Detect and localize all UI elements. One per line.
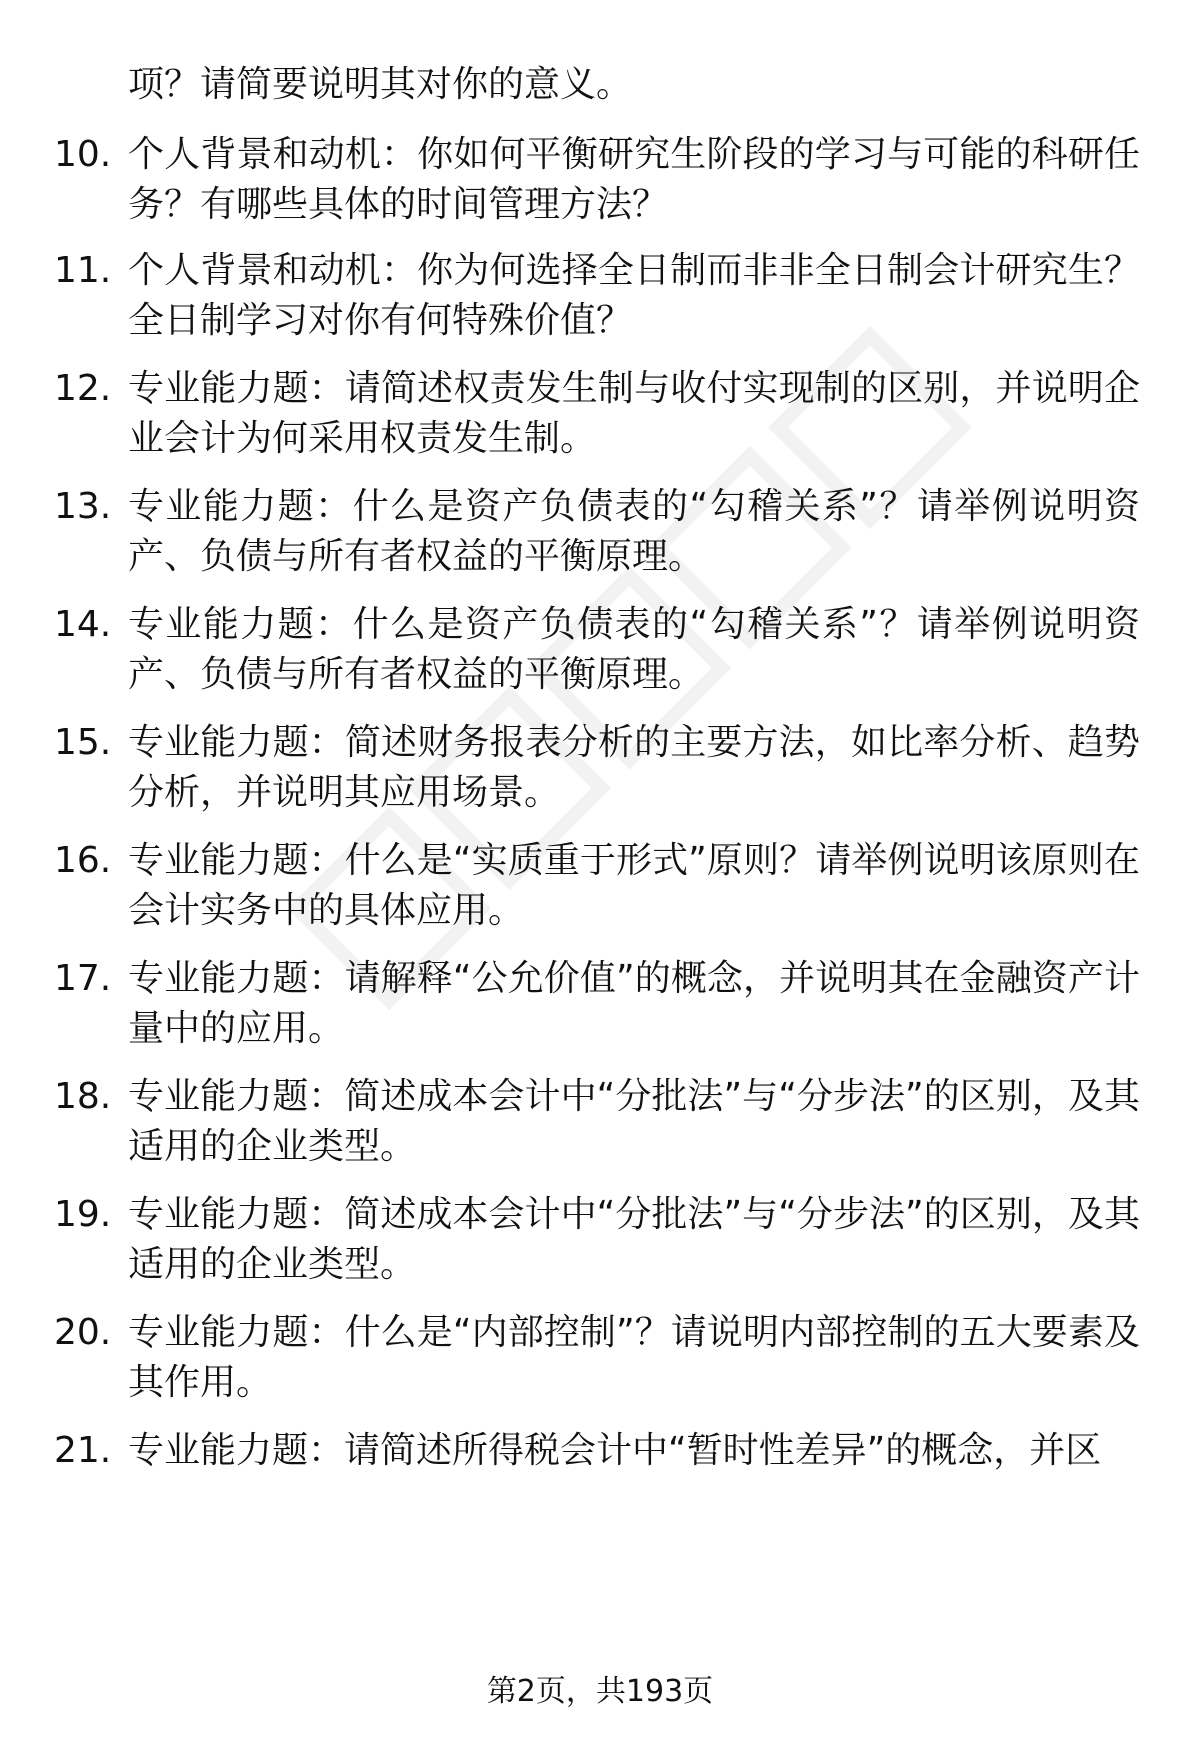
item-text: 专业能力题：简述成本会计中“分批法”与“分步法”的区别，及其适用的企业类型。	[128, 1194, 1140, 1285]
item-text: 专业能力题：请简述所得税会计中“暂时性差异”的概念，并区	[128, 1430, 1102, 1471]
item-number: 10.	[54, 134, 112, 175]
item-number: 11.	[54, 250, 112, 291]
page-footer: 第2页，共193页	[486, 1674, 714, 1709]
item-number: 21.	[54, 1430, 112, 1471]
item-number: 15.	[54, 722, 112, 763]
item-number: 12.	[54, 368, 112, 409]
item-text: 专业能力题：简述财务报表分析的主要方法，如比率分析、趋势分析，并说明其应用场景。	[128, 722, 1140, 813]
item-text: 专业能力题：请解释“公允价值”的概念，并说明其在金融资产计量中的应用。	[128, 958, 1140, 1049]
item-number: 14.	[54, 604, 112, 645]
item-text: 专业能力题：什么是资产负债表的“勾稽关系”？请举例说明资产、负债与所有者权益的平衡原理。	[128, 604, 1140, 695]
item-text: 专业能力题：什么是“内部控制”？请说明内部控制的五大要素及其作用。	[128, 1312, 1140, 1403]
item-text: 专业能力题：什么是资产负债表的“勾稽关系”？请举例说明资产、负债与所有者权益的平衡原理。	[128, 486, 1140, 577]
item-text: 专业能力题：简述成本会计中“分批法”与“分步法”的区别，及其适用的企业类型。	[128, 1076, 1140, 1167]
item-number: 20.	[54, 1312, 112, 1353]
item-number: 13.	[54, 486, 112, 527]
item-text: 专业能力题：请简述权责发生制与收付实现制的区别，并说明企业会计为何采用权责发生制。	[128, 368, 1140, 459]
item-number: 16.	[54, 840, 112, 881]
item-text: 个人背景和动机：你如何平衡研究生阶段的学习与可能的科研任务？有哪些具体的时间管理方法？	[128, 134, 1140, 225]
item-number: 17.	[54, 958, 112, 999]
item-text: 个人背景和动机：你为何选择全日制而非非全日制会计研究生？全日制学习对你有何特殊价值？	[128, 250, 1140, 341]
item-number: 18.	[54, 1076, 112, 1117]
item-text: 专业能力题：什么是“实质重于形式”原则？请举例说明该原则在会计实务中的具体应用。	[128, 840, 1140, 931]
item-number: 19.	[54, 1194, 112, 1235]
continuation-text: 项？请简要说明其对你的意义。	[128, 64, 633, 105]
